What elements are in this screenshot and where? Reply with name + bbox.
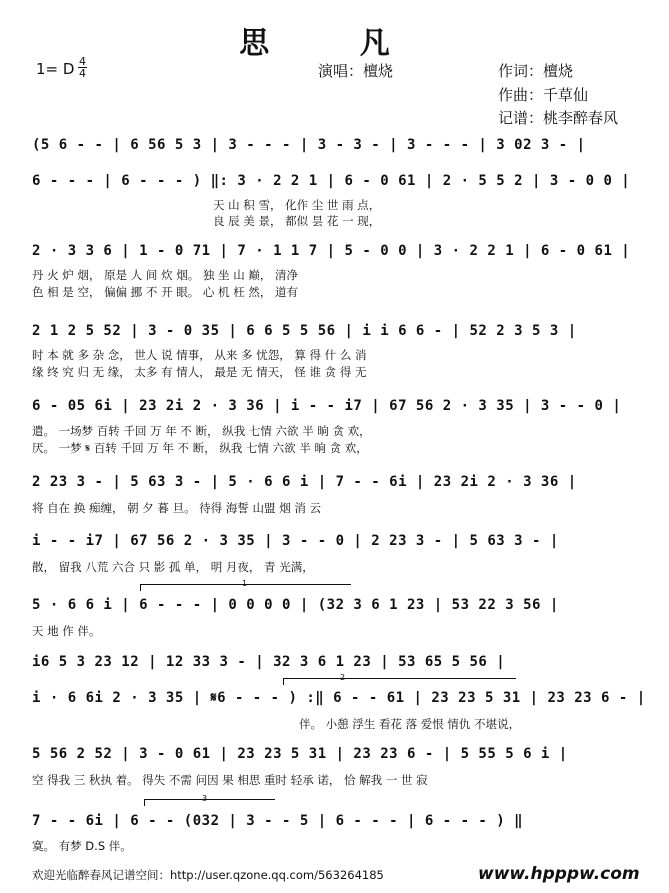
transcriber-credit: 记谱：桃李醉春风	[498, 109, 619, 127]
lyric-line-12: 寞。 有梦 D.S 伴。	[32, 839, 132, 853]
second-ending-bracket	[283, 678, 516, 685]
score-line-7: i - - i7 | 67 56 2 · 3 35 | 3 - - 0 | 2 23 3 - | 5 63 3 - |	[32, 533, 559, 549]
score-line-4: 2 1 2 5 52 | 3 - 0 35 | 6 6 5 5 56 | i i 6 6 - | 52 2 3 5 3 |	[32, 323, 577, 339]
score-line-11: 5 56 2 52 | 3 - 0 61 | 23 23 5 31 | 23 23 6 - | 5 55 5 6 i |	[32, 746, 568, 762]
footer-credit: 欢迎光临醉春风记谱空间：http://user.qzone.qq.com/563264185	[32, 868, 384, 882]
lyric-line-11: 空 得我 三 秋执 着。 得失 不需 问因 果 相思 重时 轻承 诺， 恰 解我 一 世 寂	[32, 773, 428, 787]
second-ending-number: 2	[340, 673, 346, 682]
third-ending-number: 3	[202, 794, 208, 803]
third-ending-bracket	[144, 799, 275, 806]
time-signature-bottom: 4	[79, 67, 86, 80]
score-line-1: (5 6 - - | 6 56 5 3 | 3 - - - | 3 - 3 - | 3 - - - | 3 02 3 - |	[32, 137, 586, 153]
lyric-line-5b: 厌。 一梦 𝄋 百转 千回 万 年 不 断， 纵我 七情 六欲 半 晌 贪 欢，	[32, 441, 368, 455]
composer-credit: 作曲：千草仙	[498, 86, 589, 104]
score-line-12: 7 - - 6i | 6 - - (032 | 3 - - 5 | 6 - - - | 6 - - - ) ‖	[32, 813, 524, 829]
lyric-line-2b: 良 辰 美 景， 都似 昙 花 一 现，	[213, 214, 381, 228]
score-line-8: 5 · 6 6 i | 6 - - - | 0 0 0 0 | (32 3 6 1 23 | 53 22 3 56 |	[32, 597, 559, 613]
score-line-9: i6 5 3 23 12 | 12 33 3 - | 32 3 6 1 23 | 53 65 5 56 |	[32, 654, 506, 670]
score-line-2: 6 - - - | 6 - - - ) ‖: 3 · 2 2 1 | 6 - 0 61 | 2 · 5 5 2 | 3 - 0 0 |	[32, 173, 631, 189]
lyric-line-8: 天 地 作 伴。	[32, 624, 101, 638]
time-signature-top: 4	[79, 55, 86, 68]
score-line-6: 2 23 3 - | 5 63 3 - | 5 · 6 6 i | 7 - - 6i | 23 2i 2 · 3 36 |	[32, 474, 577, 490]
page-title: 思 凡	[239, 26, 430, 61]
first-ending-number: 1	[242, 579, 248, 588]
lyric-line-2a: 天 山 积 雪， 化作 尘 世 雨 点，	[213, 198, 381, 212]
singer-credit: 演唱：檀烧	[318, 62, 394, 80]
lyric-line-7: 散， 留我 八荒 六合 只 影 孤 单， 明 月夜， 青 光满，	[32, 560, 314, 574]
lyric-line-3b: 色 相 是 空， 偏偏 挪 不 开 眼。 心 机 枉 然， 道有	[32, 285, 299, 299]
footer-site-logo: www.hpppw.com	[478, 864, 640, 884]
lyric-line-4b: 缘 终 究 归 无 缘， 太多 有 情人， 最是 无 情天， 怪 谁 贪 得 无	[32, 365, 367, 379]
lyric-line-3a: 丹 火 炉 烟， 原是 人 间 炊 烟。 独 坐 山 巅， 清净	[32, 268, 299, 282]
lyricist-credit: 作词：檀烧	[498, 62, 574, 80]
lyric-line-10: 伴。 小憩 浮生 看花 落 爱恨 情仇 不堪说，	[299, 717, 521, 731]
time-signature	[78, 56, 87, 79]
lyric-line-4a: 时 本 就 多 杂 念， 世人 说 情事， 从来 多 忧怨， 算 得 什 么 消	[32, 348, 367, 362]
score-line-5: 6 - 05 6i | 23 2i 2 · 3 36 | i - - i7 | 67 56 2 · 3 35 | 3 - - 0 |	[32, 398, 622, 414]
lyric-line-6: 将 自在 换 痴缠， 朝 夕 暮 旦。 待得 海誓 山盟 烟 消 云	[32, 501, 322, 515]
key-signature: 1= D	[36, 60, 75, 78]
score-line-3: 2 · 3 3 6 | 1 - 0 71 | 7 · 1 1 7 | 5 - 0 0 | 3 · 2 2 1 | 6 - 0 61 |	[32, 243, 631, 259]
score-line-10: i · 6 6i 2 · 3 35 | 𝄋6 - - - ) :‖ 6 - - 61 | 23 23 5 31 | 23 23 6 - |	[32, 690, 646, 706]
lyric-line-5a: 遣。 一场梦 百转 千回 万 年 不 断， 纵我 七情 六欲 半 晌 贪 欢，	[32, 424, 371, 438]
